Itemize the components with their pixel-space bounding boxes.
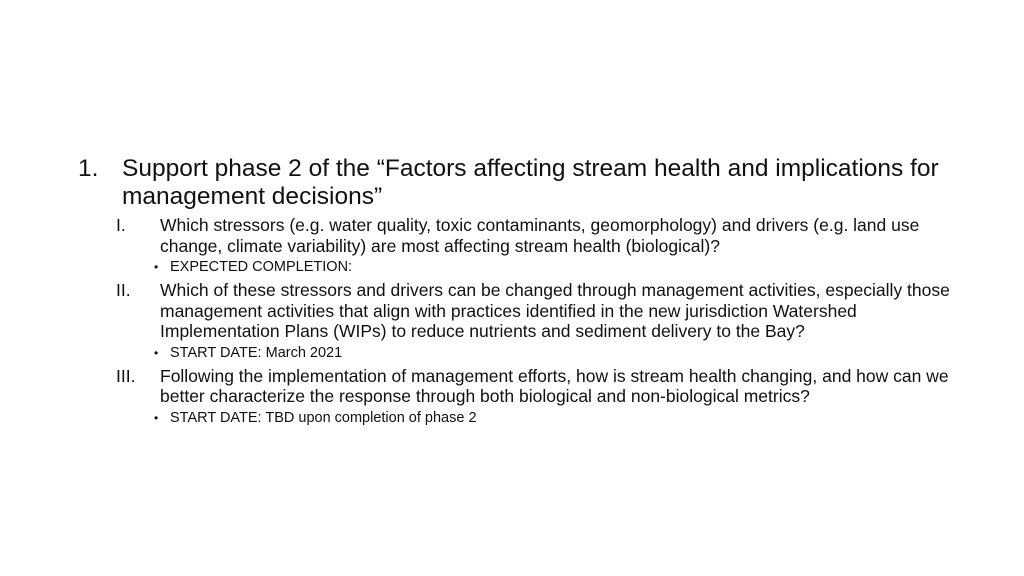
outline-list <box>78 155 958 431</box>
question-text: Which of these stressors and drivers can be changed through management activities, especially those management activities that align with practices identified in the new jurisdiction Watershed Implementation Plans (WIPs) to reduce nutrients and sediment delivery to the Bay? <box>160 280 950 341</box>
list-heading: Support phase 2 of the “Factors affecting stream health and implications for management decisions” <box>122 155 939 210</box>
bullet-text: START DATE: TBD upon completion of phase 2 <box>170 409 477 426</box>
bullet-icon: • <box>154 260 159 274</box>
sub-question-list <box>116 215 958 427</box>
question-item-3 <box>116 366 958 407</box>
question-text: Which stressors (e.g. water quality, toxic contaminants, geomorphology) and drivers (e.g. land use change, climate variability) are most affecting stream health (biological)? <box>160 215 920 256</box>
bullet-item-3 <box>154 410 958 427</box>
question-text: Following the implementation of management efforts, how is stream health changing, and how can we better characterize the response through both biological and non-biological metrics? <box>160 365 949 406</box>
bullet-item-1 <box>154 259 958 276</box>
question-numeral: III. <box>116 365 136 386</box>
list-item-1 <box>78 155 958 211</box>
question-numeral: II. <box>116 280 131 300</box>
bullet-icon: • <box>154 410 159 425</box>
question-item-2 <box>116 280 958 342</box>
bullet-icon: • <box>154 345 159 360</box>
bullet-text: EXPECTED COMPLETION: <box>170 259 353 275</box>
question-item-1 <box>116 215 958 256</box>
bullet-item-2 <box>154 345 958 362</box>
bullet-text: START DATE: March 2021 <box>170 344 343 361</box>
list-number: 1. <box>78 155 99 182</box>
question-numeral: I. <box>116 215 126 235</box>
